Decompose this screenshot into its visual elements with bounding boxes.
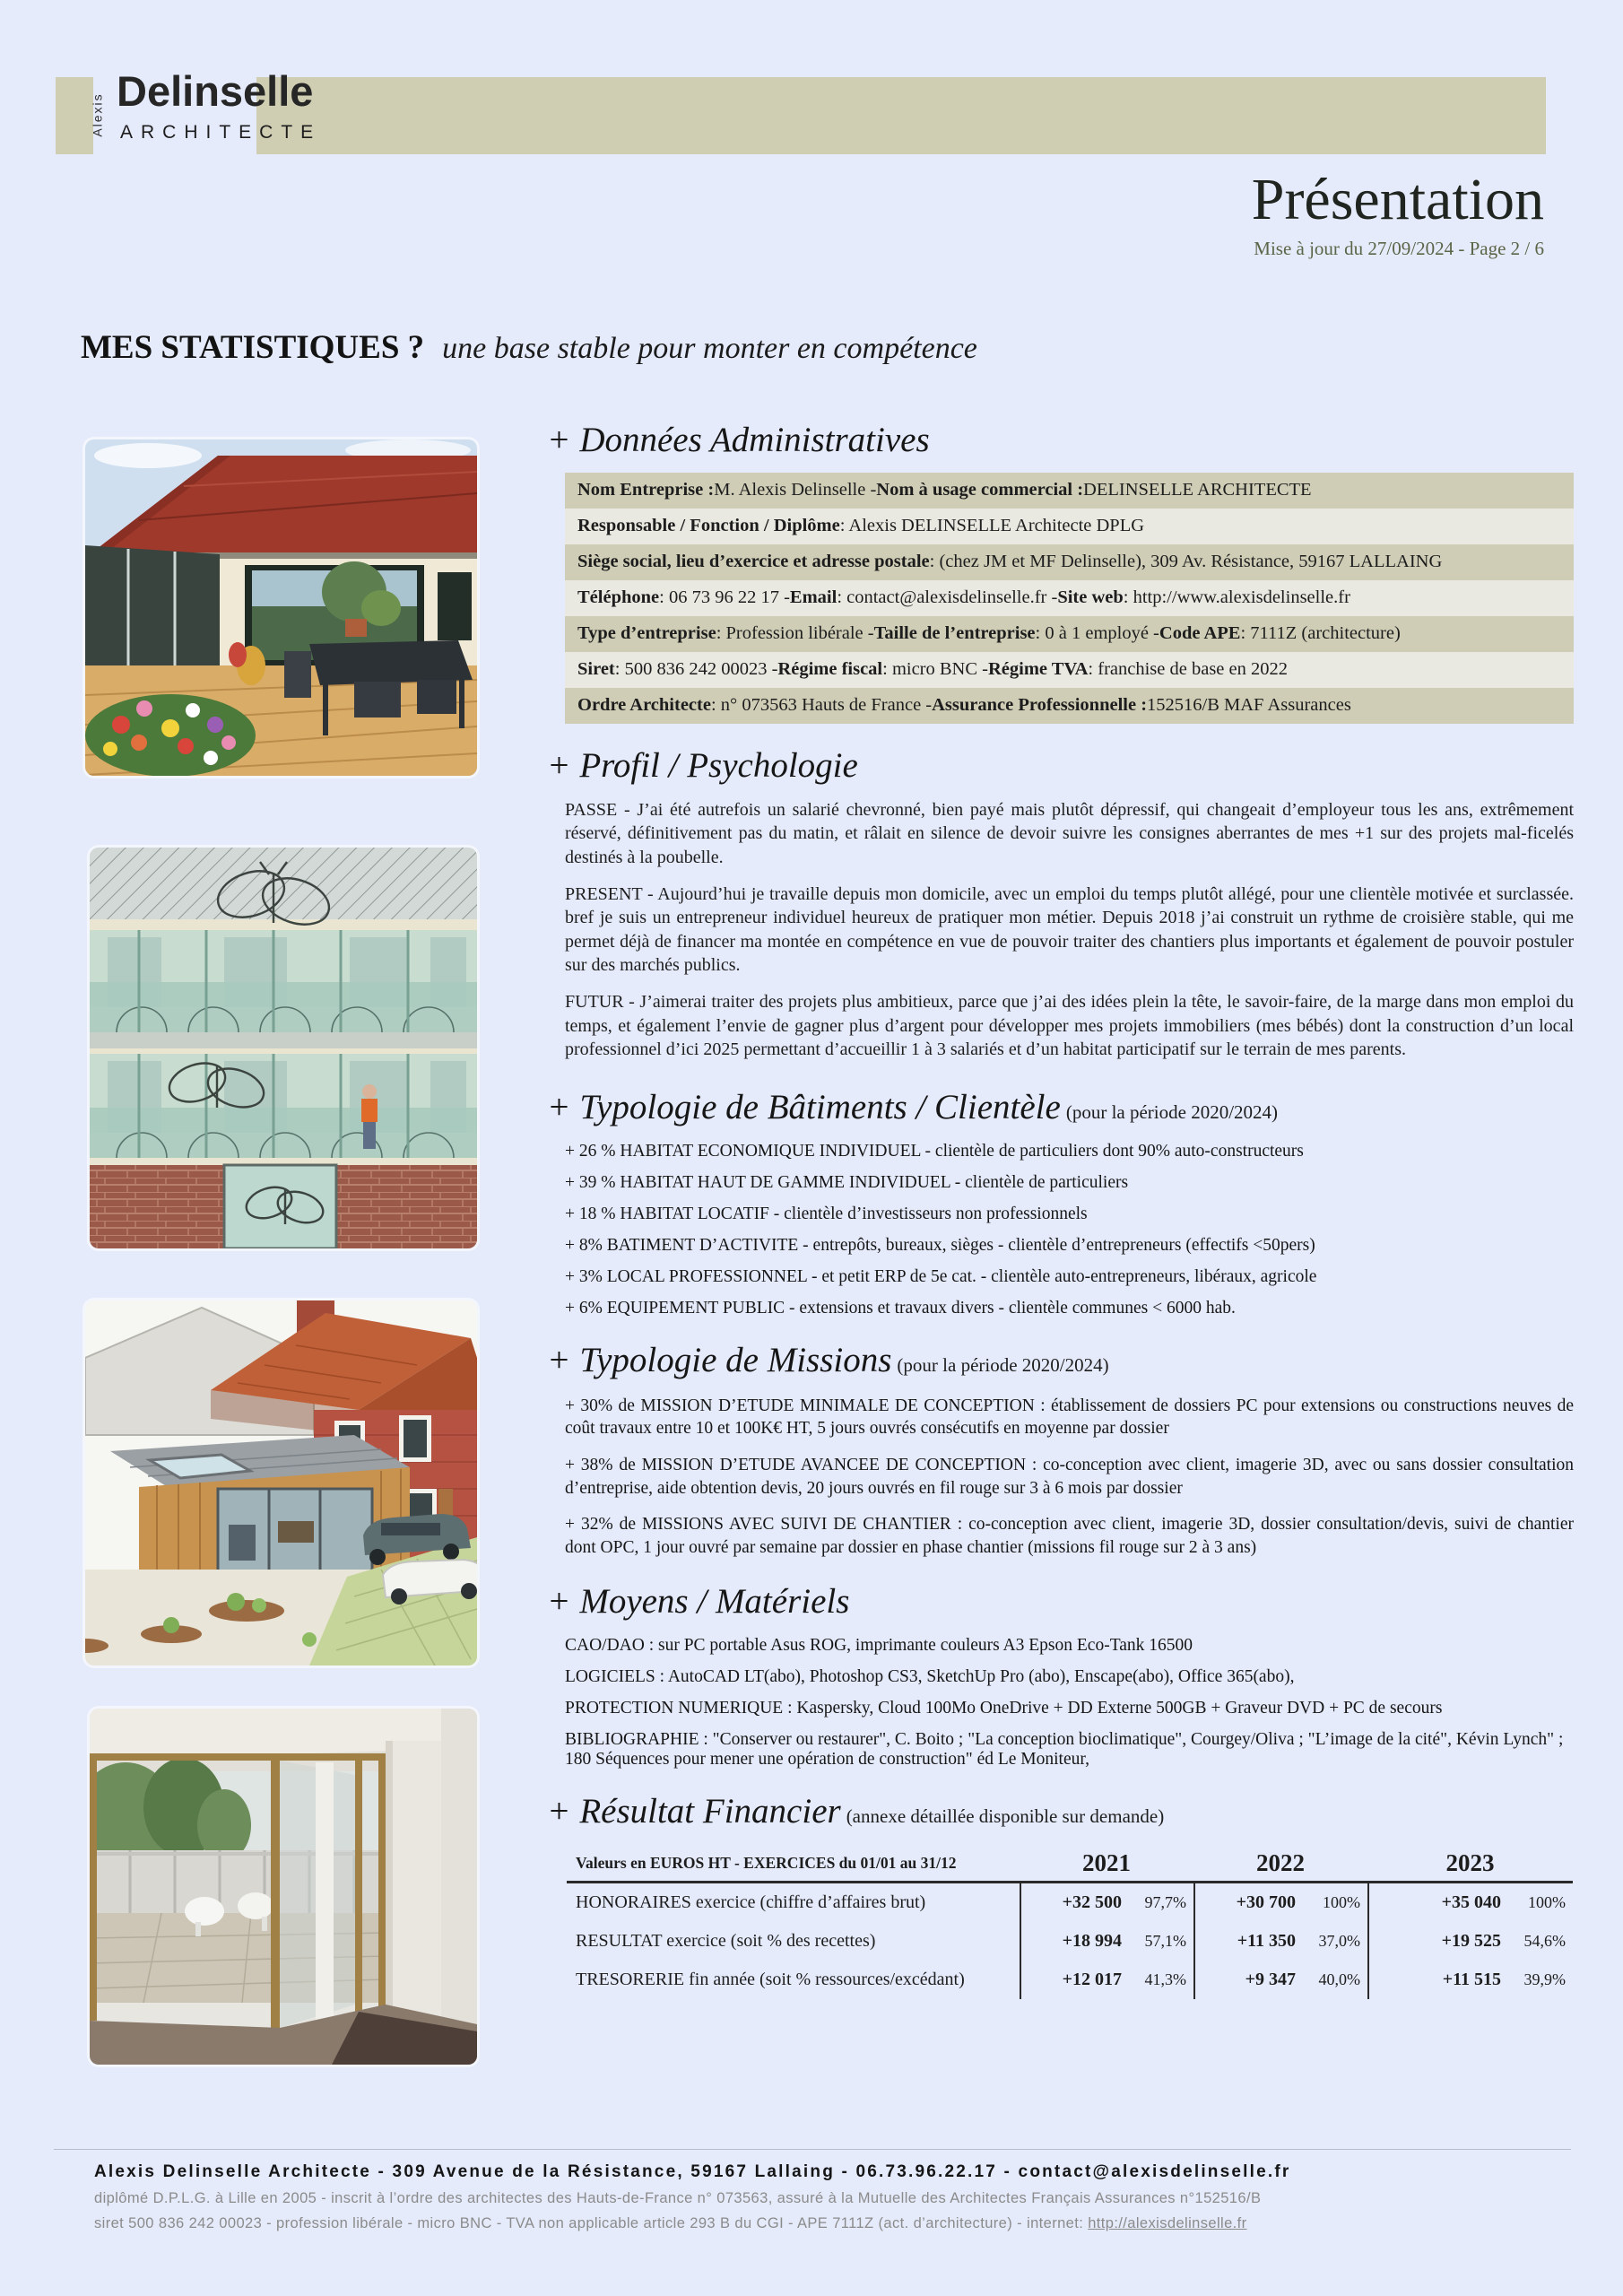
section-title: Typologie de Bâtiments / Clientèle bbox=[579, 1087, 1061, 1126]
admin-row bbox=[565, 652, 1574, 688]
financial-amount: +30 700 bbox=[1236, 1892, 1296, 1912]
financial-value-cell bbox=[1367, 1883, 1573, 1922]
headline bbox=[81, 328, 977, 367]
section-title: Données Administratives bbox=[579, 421, 930, 459]
admin-value: : n° 073563 Hauts de France - bbox=[710, 695, 933, 716]
admin-value: 152516/B MAF Assurances bbox=[1147, 695, 1351, 716]
building-type-item: + 6% EQUIPEMENT PUBLIC - extensions et travaux divers - clientèle communes < 6000 hab. bbox=[565, 1298, 1236, 1318]
section-suffix: (annexe détaillée disponible sur demande) bbox=[846, 1805, 1165, 1827]
sketch-balcony-butterflies bbox=[90, 848, 477, 1248]
admin-value: M. Alexis Delinselle - bbox=[714, 480, 877, 500]
profile-paragraphs bbox=[547, 798, 1576, 1062]
financial-table bbox=[567, 1846, 1573, 1999]
admin-value: : (chez JM et MF Delinselle), 309 Av. Résistance, 59167 LALLAING bbox=[929, 552, 1443, 572]
financial-amount: +32 500 bbox=[1062, 1892, 1122, 1912]
admin-row bbox=[565, 616, 1574, 652]
financial-percent: 39,9% bbox=[1523, 1970, 1566, 1988]
building-type-item: + 26 % HABITAT ECONOMIQUE INDIVIDUEL - clientèle de particuliers dont 90% auto-constructeurs bbox=[565, 1141, 1304, 1161]
admin-label: Ordre Architecte bbox=[577, 695, 711, 716]
admin-label: Nom à usage commercial : bbox=[876, 480, 1084, 500]
admin-value: : franchise de base en 2022 bbox=[1088, 659, 1288, 680]
financial-percent: 97,7% bbox=[1144, 1892, 1186, 1911]
equipment-item: BIBLIOGRAPHIE : "Conserver ou restaurer", C. Boito ; "La conception bioclimatique", Courgey/Oliva ; "L’image de la cité", Kévin Lynch" ; 180 Séquences pour mener une opération de construction" éd Le Moniteur, bbox=[565, 1729, 1564, 1769]
financial-row-label: RESULTAT exercice (soit % des recettes) bbox=[576, 1930, 876, 1951]
financial-row-label: TRESORERIE fin année (soit % ressources/excédant) bbox=[576, 1969, 965, 1989]
admin-label: Téléphone bbox=[577, 587, 660, 608]
financial-amount: +35 040 bbox=[1441, 1892, 1501, 1912]
financial-year-2023: 2023 bbox=[1445, 1848, 1495, 1876]
admin-label: Taille de l’entreprise bbox=[873, 623, 1036, 644]
admin-row bbox=[565, 580, 1574, 616]
building-type-item: + 39 % HABITAT HAUT DE GAMME INDIVIDUEL - clientèle de particuliers bbox=[565, 1172, 1129, 1192]
admin-label: Type d’entreprise bbox=[577, 623, 716, 644]
section-heading-missions bbox=[547, 1342, 1576, 1380]
footer-line1: Alexis Delinselle Architecte - 309 Avenue de la Résistance, 59167 Lallaing - 06.73.96.22.17 - contact@alexisdelinselle.fr bbox=[94, 2162, 1291, 2181]
logo bbox=[90, 66, 322, 165]
admin-row bbox=[565, 509, 1574, 544]
admin-label: Régime fiscal bbox=[777, 659, 883, 680]
financial-data-row bbox=[567, 1883, 1573, 1922]
plus-glyph: + bbox=[547, 1340, 571, 1379]
footer-line3-text: siret 500 836 242 00023 - profession libérale - micro BNC - TVA non applicable article 293 B du CGI - APE 7111Z (act. d’architecture) - internet: bbox=[94, 2215, 1089, 2231]
section-heading-financial bbox=[547, 1793, 1576, 1831]
plus-glyph: + bbox=[547, 421, 571, 459]
financial-amount: +19 525 bbox=[1441, 1930, 1501, 1951]
admin-label: Régime TVA bbox=[988, 659, 1089, 680]
equipment-item: CAO/DAO : sur PC portable Asus ROG, imprimante couleurs A3 Epson Eco-Tank 16500 bbox=[565, 1635, 1193, 1655]
header-accent-block bbox=[56, 77, 93, 154]
admin-value: : Profession libérale - bbox=[716, 623, 874, 644]
financial-value-cell bbox=[1367, 1922, 1573, 1961]
admin-value: : micro BNC - bbox=[882, 659, 988, 680]
section-title: Typologie de Missions bbox=[579, 1340, 892, 1379]
section-title: Moyens / Matériels bbox=[579, 1581, 850, 1621]
logo-last-name: Delinselle bbox=[117, 67, 314, 115]
moyens-list bbox=[565, 1636, 1574, 1770]
section-heading-profile bbox=[547, 747, 1576, 786]
footer-website-link[interactable]: http://alexisdelinselle.fr bbox=[1088, 2215, 1247, 2231]
admin-label: Assurance Professionnelle : bbox=[932, 695, 1148, 716]
photo-interior-art bbox=[90, 1709, 477, 2065]
profile-paragraph: PRESENT - Aujourd’hui je travaille depuis mon domicile, avec un emploi du temps plutôt allégé, pour une clientèle motivée et surclassée. bref je suis un entrepreneur individuel heureux de pratiquer mon métier. Depuis 2018 j’ai construit un rythme de croisière stable, qui me permet déjà de financer ma montée en compétence en vue de pouvoir traiter des chantiers plus importants et également de pouvoir postuler sur des marchés publics. bbox=[565, 883, 1574, 976]
mission-type-item: + 32% de MISSIONS AVEC SUIVI DE CHANTIER : co-conception avec client, imagerie 3D, dossier consultation/devis, suivi de chantier dont OPC, 1 jour ouvré par semaine par dossier en phase chantier (missions fil rouge sur 2 à 3 ans) bbox=[565, 1515, 1574, 1558]
financial-percent: 41,3% bbox=[1144, 1970, 1186, 1988]
page-subtitle: Mise à jour du 27/09/2024 - Page 2 / 6 bbox=[1254, 238, 1544, 260]
missions-list bbox=[565, 1395, 1574, 1560]
financial-data-row bbox=[567, 1961, 1573, 1999]
building-type-item: + 3% LOCAL PROFESSIONNEL - et petit ERP de 5e cat. - clientèle auto-entrepreneurs, libéraux, agricole bbox=[565, 1266, 1317, 1286]
financial-year-2021: 2021 bbox=[1082, 1848, 1131, 1876]
equipment-item: PROTECTION NUMERIQUE : Kaspersky, Cloud 100Mo OneDrive + DD Externe 500GB + Graveur DVD + PC de secours bbox=[565, 1698, 1443, 1718]
financial-amount: +12 017 bbox=[1062, 1969, 1122, 1989]
financial-value-cell bbox=[1020, 1961, 1193, 1999]
building-type-item: + 8% BATIMENT D’ACTIVITE - entrepôts, bureaux, sièges - clientèle d’entrepreneurs (effectifs <50pers) bbox=[565, 1235, 1315, 1255]
photo-terrace-house bbox=[85, 439, 477, 776]
logo-first-name: Alexis bbox=[90, 92, 105, 137]
plus-glyph: + bbox=[547, 1581, 571, 1621]
financial-year-2022: 2022 bbox=[1256, 1848, 1305, 1876]
section-heading-moyens bbox=[547, 1583, 1576, 1622]
admin-row bbox=[565, 688, 1574, 724]
admin-label: Responsable / Fonction / Diplôme bbox=[577, 516, 840, 536]
footer-line2: diplômé D.P.L.G. à Lille en 2005 - inscrit à l’ordre des architectes des Hauts-de-France n° 073563, assuré à la Mutuelle des Architectes Français Assurances n°152516/B bbox=[94, 2190, 1262, 2206]
admin-value: : 7111Z (architecture) bbox=[1240, 623, 1401, 644]
admin-label: Code APE bbox=[1159, 623, 1241, 644]
admin-value: : 0 à 1 employé - bbox=[1035, 623, 1159, 644]
financial-amount: +9 347 bbox=[1245, 1969, 1296, 1989]
plus-glyph: + bbox=[547, 1087, 571, 1126]
admin-label: Siège social, lieu d’exercice et adresse postale bbox=[577, 552, 930, 572]
admin-value: : 06 73 96 22 17 - bbox=[659, 587, 790, 608]
mission-type-item: + 30% de MISSION D’ETUDE MINIMALE DE CONCEPTION : établissement de dossiers PC pour extensions ou constructions neuves de coût travaux entre 10 et 100K€ HT, 5 jours ouvrés consécutifs en moyenne par dossier bbox=[565, 1396, 1574, 1439]
section-heading-buildings bbox=[547, 1089, 1576, 1127]
financial-percent: 57,1% bbox=[1144, 1931, 1186, 1950]
footer-line3 bbox=[94, 2215, 1571, 2232]
admin-value: : 500 836 242 00023 - bbox=[614, 659, 778, 680]
profile-paragraph: FUTUR - J’aimerai traiter des projets plus ambitieux, parce que j’ai des idées plein la tête, le savoir-faire, de la marge dans mon emploi du temps, et également l’envie de gagner plus d’argent pour développer mes projets immobiliers (mes bébés) dont la construction d’un local professionnel d’ici 2025 permettant d’accueillir 1 à 3 salariés et d’un habitat participatif sur le terrain de mes parents. bbox=[565, 991, 1574, 1060]
financial-value-cell bbox=[1193, 1961, 1367, 1999]
financial-header-row bbox=[567, 1846, 1573, 1883]
header-accent-band bbox=[256, 77, 1546, 154]
financial-percent: 54,6% bbox=[1523, 1931, 1566, 1950]
mission-type-item: + 38% de MISSION D’ETUDE AVANCEE DE CONCEPTION : co-conception avec client, imagerie 3D, avec ou sans dossier consultation d’entreprise, aide obtention devis, 20 jours ouvrés en fil rouge sur 3 à 6 mois par dossier bbox=[565, 1455, 1574, 1498]
admin-value: : Alexis DELINSELLE Architecte DPLG bbox=[839, 516, 1145, 536]
footer bbox=[54, 2149, 1571, 2232]
admin-label: Siret bbox=[577, 659, 615, 680]
render-brick-house-art bbox=[85, 1300, 477, 1665]
admin-row bbox=[565, 544, 1574, 580]
financial-value-cell bbox=[1367, 1961, 1573, 1999]
admin-label: Site web bbox=[1057, 587, 1124, 608]
plus-glyph: + bbox=[547, 1791, 571, 1831]
plus-glyph: + bbox=[547, 745, 571, 785]
financial-percent: 100% bbox=[1323, 1892, 1360, 1911]
section-suffix: (pour la période 2020/2024) bbox=[1065, 1100, 1279, 1123]
headline-title: MES STATISTIQUES ? bbox=[81, 329, 425, 366]
photo-interior-glass-wall bbox=[90, 1709, 477, 2065]
main-content bbox=[547, 422, 1576, 1999]
admin-row bbox=[565, 473, 1574, 509]
profile-paragraph: PASSE - J’ai été autrefois un salarié chevronné, bien payé mais plutôt dépressif, qui changeait d’employeur tous les ans, extrêmement réservé, définitivement pas du matin, et râlait en silence de devoir suivre les consignes aberrantes de mes +1 sur des projets mal-ficelés destinés à la poubelle. bbox=[565, 799, 1574, 867]
financial-value-cell bbox=[1193, 1883, 1367, 1922]
page-title: Présentation bbox=[1251, 167, 1544, 232]
section-heading-admin bbox=[547, 422, 1576, 460]
section-title: Résultat Financier bbox=[579, 1791, 841, 1831]
financial-value-cell bbox=[1193, 1922, 1367, 1961]
render-brick-house-extension bbox=[85, 1300, 477, 1665]
financial-percent: 37,0% bbox=[1318, 1931, 1360, 1950]
admin-label: Email bbox=[789, 587, 838, 608]
admin-value: DELINSELLE ARCHITECTE bbox=[1083, 480, 1312, 500]
financial-header-label: Valeurs en EUROS HT - EXERCICES du 01/01 au 31/12 bbox=[576, 1853, 957, 1872]
admin-table bbox=[565, 473, 1574, 724]
section-title: Profil / Psychologie bbox=[579, 745, 858, 785]
title-block bbox=[1252, 169, 1544, 260]
financial-value-cell bbox=[1020, 1922, 1193, 1961]
financial-amount: +11 515 bbox=[1442, 1969, 1501, 1989]
admin-value: : http://www.alexisdelinselle.fr bbox=[1123, 587, 1350, 608]
financial-value-cell bbox=[1020, 1883, 1193, 1922]
section-suffix: (pour la période 2020/2024) bbox=[897, 1353, 1109, 1376]
admin-label: Nom Entreprise : bbox=[577, 480, 715, 500]
financial-amount: +18 994 bbox=[1062, 1930, 1122, 1951]
financial-row-label: HONORAIRES exercice (chiffre d’affaires brut) bbox=[576, 1892, 926, 1912]
sketch-balcony-butterflies-art bbox=[90, 848, 477, 1248]
headline-tagline: une base stable pour monter en compétence bbox=[442, 332, 977, 365]
financial-percent: 100% bbox=[1528, 1892, 1566, 1911]
financial-percent: 40,0% bbox=[1318, 1970, 1360, 1988]
admin-value: : contact@alexisdelinselle.fr - bbox=[837, 587, 1058, 608]
photo-terrace-house-art bbox=[85, 439, 477, 776]
equipment-item: LOGICIELS : AutoCAD LT(abo), Photoshop CS3, SketchUp Pro (abo), Enscape(abo), Office 365(abo), bbox=[565, 1666, 1295, 1686]
building-type-item: + 18 % HABITAT LOCATIF - clientèle d’investisseurs non professionnels bbox=[565, 1204, 1088, 1223]
logo-profession: ARCHITECTE bbox=[120, 122, 322, 143]
financial-data-row bbox=[567, 1922, 1573, 1961]
financial-amount: +11 350 bbox=[1237, 1930, 1296, 1951]
buildings-list bbox=[565, 1142, 1574, 1318]
